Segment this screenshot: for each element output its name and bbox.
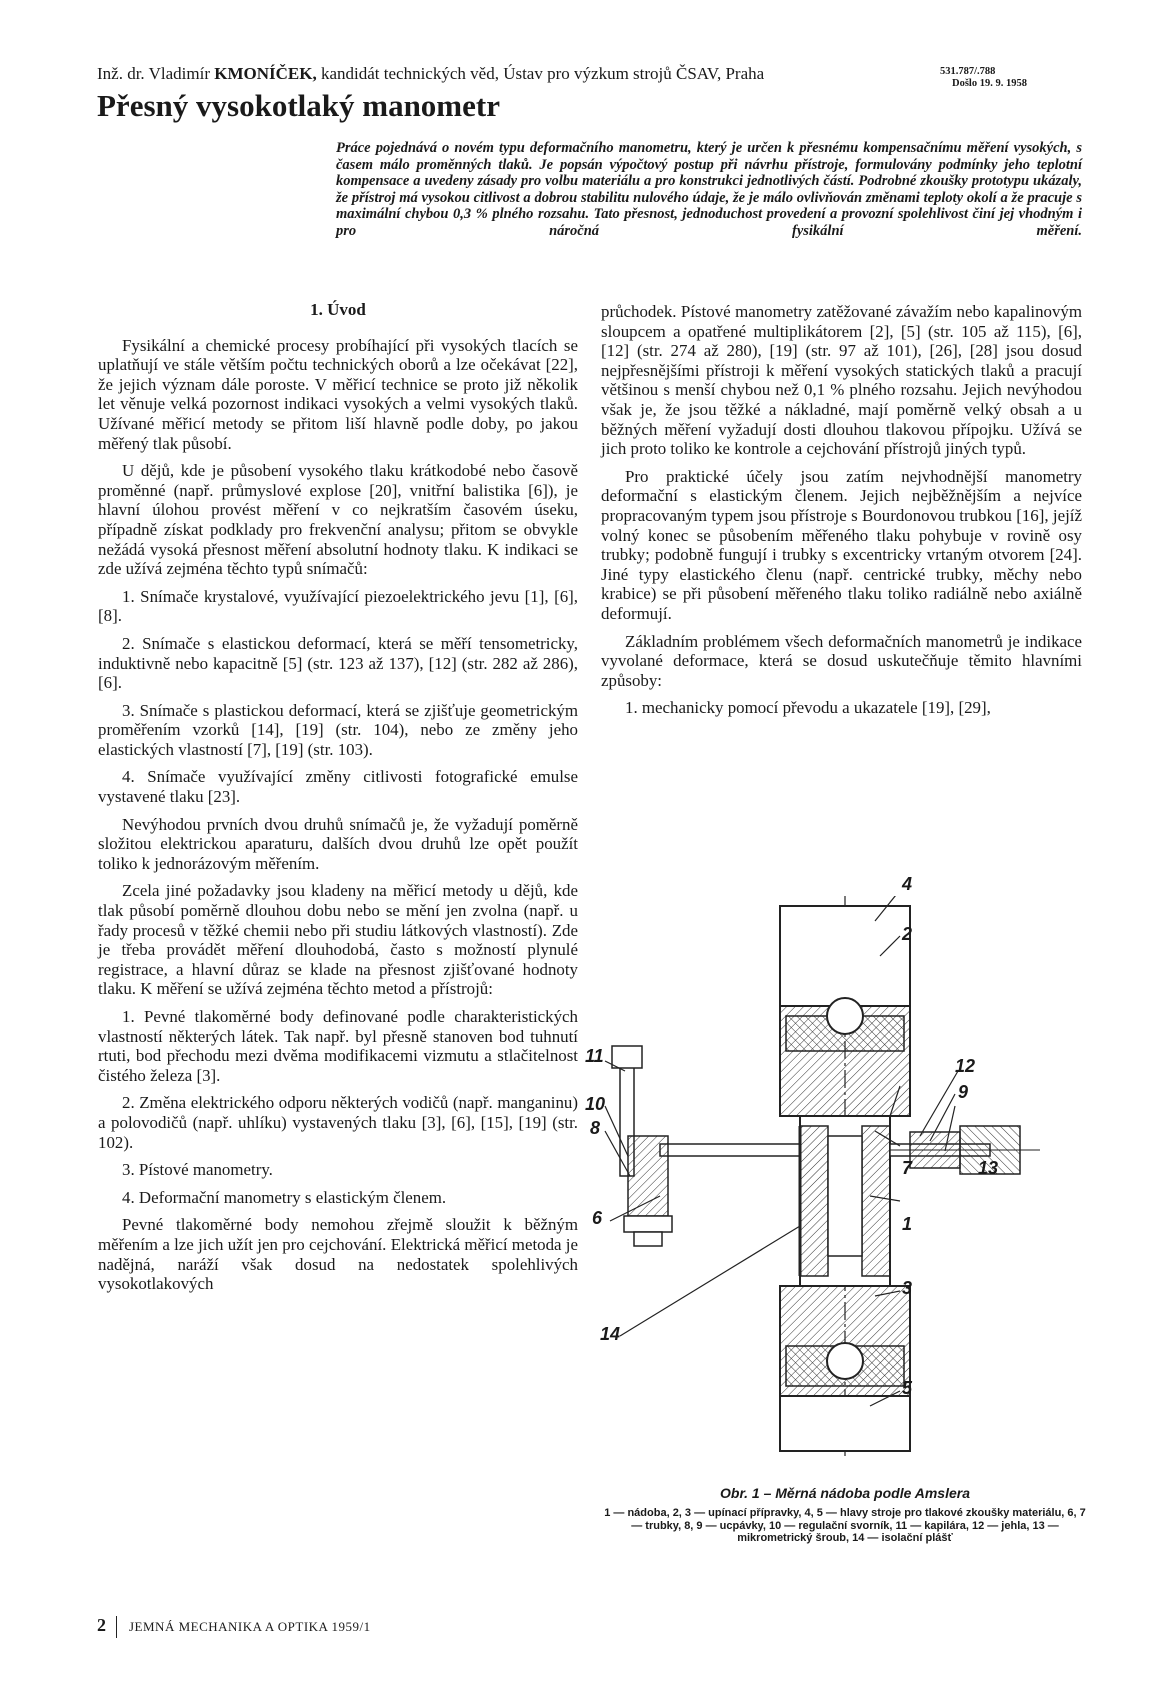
- figure-caption: [600, 1485, 1090, 1545]
- figure-1: [585, 874, 1100, 1456]
- figure-label-3: 3: [902, 1278, 913, 1298]
- received-date: Došlo 19. 9. 1958: [952, 78, 1027, 89]
- paragraph: Pro praktické účely jsou zatím nejvhodnější manometry deformační s elastickým členem. Jejich nejběžnějším a nejvíce propracovaným typem jsou přístroje s Bourdonovou trubkou [16], jejíž volný konec se působením měřeného tlaku pohybuje v rovině osy trubky; podobně fungují i trubky s excentricky vrtaným otvorem [24]. Jiné typy elastického členu (např. centrické trubky, měchy nebo krabice) se při působení měřeného tlaku toliko radiálně nebo axiálně deformují.: [601, 466, 1082, 623]
- list-item: 1. Pevné tlakoměrné body definované podle charakteristických vlastností některých látek. Tak např. byl přesně stanoven bod tuhnutí rtuti, bod přechodu mezi dvěma modifikacemi vizmutu a stlačitelnost čistého železa [3].: [98, 1007, 578, 1085]
- figure-label-8: 8: [590, 1118, 601, 1138]
- paragraph: Pevné tlakoměrné body nemohou zřejmě sloužit k běžným měřením a lze jich užít jen pro cejchování. Elektrická měřicí metoda je nadějná, naráží však dosud na nedostatek spolehlivých vysokotlakových: [98, 1215, 578, 1294]
- paragraph: průchodek. Pístové manometry zatěžované závažím nebo kapalinovým sloupcem a opatřené multiplikátorem [2], [5] (str. 105 až 115), [6], [12] (str. 274 až 280), [19] (str. 97 až 101), [26], [28] jsou dosud nejpřesnějšími přístroji k měření vysokých statických tlaků a pracují většinou s menší chybou než 0,1 % plného rozsahu. Jejich nevýhodou však je, že jsou těžké a nákladné, mají poměrně velký obsah a u běžných měření vyžadují dosti dlouhou tlakovou přípojku. Užívá se jich proto toliko ke kontrole a cejchování přístrojů jiných typů.: [601, 302, 1082, 459]
- page-number: 2: [97, 1615, 106, 1635]
- left-column: [98, 300, 578, 1302]
- udc-code: 531.787/.788: [940, 66, 996, 77]
- journal-name: JEMNÁ MECHANIKA A OPTIKA 1959/1: [129, 1619, 371, 1634]
- list-item: 1. mechanicky pomocí převodu a ukazatele [19], [29],: [625, 698, 991, 718]
- figure-label-1: 1: [902, 1214, 913, 1234]
- figure-label-12: 12: [955, 1056, 976, 1076]
- list-item: 2. Změna elektrického odporu některých vodičů (např. manganinu) a polovodičů (např. uhlíku) vystavených tlaku [3], [6], [15], [19] (str. 102).: [98, 1093, 578, 1152]
- figure-label-2: 2: [902, 924, 913, 944]
- figure-label-4: 4: [902, 874, 913, 894]
- list-item: 2. Snímače s elastickou deformací, která se měří tensometricky, induktivně nebo kapacitně [5] (str. 123 až 137), [12] (str. 282 až 286), [6].: [98, 633, 578, 693]
- paragraph: Nevýhodou prvních dvou druhů snímačů je, že vyžadují poměrně složitou elektrickou aparaturu, dalších dvou druhů lze opět použít toliko k jednorázovým měřením.: [98, 814, 578, 873]
- page-footer: [97, 1615, 371, 1638]
- paragraph: Zcela jiné požadavky jsou kladeny na měřicí metody u dějů, kde tlak působí poměrně dlouhou dobu nebo se mění jen zvolna (např. u řady procesů v těžké chemii nebo při studiu látkových vlastností). Zde je třeba provádět měření dlouhodobá, často s možností plynulé registrace, a hlavní důraz se klade na přesnost zjišťované hodnoty tlaku. K měření se užívá zejména těchto metod a přístrojů:: [98, 881, 578, 999]
- figure-label-7: 7: [902, 1158, 913, 1178]
- caption-title: Obr. 1 – Měrná nádoba podle Amslera: [720, 1485, 970, 1501]
- paragraph: U dějů, kde je působení vysokého tlaku krátkodobé nebo časově proměnné (např. průmyslové explose [20], vnitřní balistika [6]), je hlavní úlohou provést měření v co nejkratším časovém úseku, případně získat podklady pro frekvenční analysu; přitom se obvykle nežádá vysoká přesnost měření absolutní hodnoty tlaku. K indikaci se zde užívá zejména těchto typů snímačů:: [98, 461, 578, 579]
- figure-label-11: 11: [585, 1046, 604, 1066]
- figure-label-14: 14: [600, 1324, 621, 1344]
- list-item: 3. Snímače s plastickou deformací, která se zjišťuje geometrickým proměřením vzorků [14], [19] (str. 104), nebo ze změny jeho elastických vlastností [7], [19] (str. 103).: [98, 700, 578, 759]
- abstract: Práce pojednává o novém typu deformačního manometru, který je určen k přesnému kompensačnímu měření vysokých, s časem málo proměnných tlaků. Je popsán výpočtový postup při návrhu přístroje, formulovány podmínky jeho teplotní kompensace a uvedeny zásady pro volbu materiálu a pro konstrukci jednotlivých částí. Podrobné zkoušky prototypu ukázaly, že přístroj má vysokou citlivost a dobrou stabilitu nulového údaje, že je málo ovlivňován změnami teploty okolí a že pracuje s maximální chybou 0,3 % plného rozsahu. Tato přesnost, jednoduchost provedení a provozní spolehlivost činí jej vhodným i pro náročná fysikální měření.: [336, 140, 1082, 239]
- footer-divider: [116, 1616, 117, 1638]
- figure-label-6: 6: [592, 1208, 603, 1228]
- figure-label-5: 5: [902, 1378, 913, 1398]
- author-affiliation: kandidát technických věd, Ústav pro výzkum strojů ČSAV, Praha: [316, 64, 765, 83]
- paragraph: Fysikální a chemické procesy probíhající při vysokých tlacích se uplatňují ve stále větším počtu technických oborů a lze očekávat [22], že jejich význam dále poroste. V měřicí technice se proto již několik let věnuje velká pozornost indikaci vysokých a velmi vysokých tlaků. Užívané měřicí metody se přitom liší hlavně podle doby, po jakou měřený tlak působí.: [98, 335, 578, 453]
- list-item: 4. Deformační manometry s elastickým členem.: [122, 1187, 447, 1207]
- list-item: 4. Snímače využívající změny citlivosti fotografické emulse vystavené tlaku [23].: [98, 767, 578, 807]
- article-title: Přesný vysokotlaký manometr: [97, 88, 500, 123]
- author-name: KMONÍČEK,: [214, 64, 317, 83]
- paragraph: Základním problémem všech deformačních manometrů je indikace vyvolané deformace, která se dosud uskutečňuje těmito hlavními způsoby:: [601, 631, 1082, 690]
- section-heading: 1. Úvod: [310, 300, 366, 319]
- right-column: [601, 302, 1082, 726]
- list-item: 3. Pístové manometry.: [122, 1160, 273, 1180]
- figure-label-13: 13: [978, 1158, 999, 1178]
- author-prefix: Inž. dr. Vladimír: [97, 64, 215, 83]
- pressure-vessel-drawing: [600, 896, 1100, 1456]
- author-line: [97, 64, 764, 84]
- udc-block: [940, 66, 1027, 90]
- figure-label-9: 9: [958, 1082, 969, 1102]
- caption-text: 1 — nádoba, 2, 3 — upínací přípravky, 4, 5 — hlavy stroje pro tlakové zkoušky materiálu, 6, 7 — trubky, 8, 9 — ucpávky, 10 — regulační svorník, 11 — kapilára, 12 — jehla, 13 — mikrometrický šroub, 14 — isolační plášť: [604, 1507, 1086, 1544]
- figure-label-10: 10: [585, 1094, 606, 1114]
- list-item: 1. Snímače krystalové, využívající piezoelektrického jevu [1], [6], [8].: [98, 586, 578, 626]
